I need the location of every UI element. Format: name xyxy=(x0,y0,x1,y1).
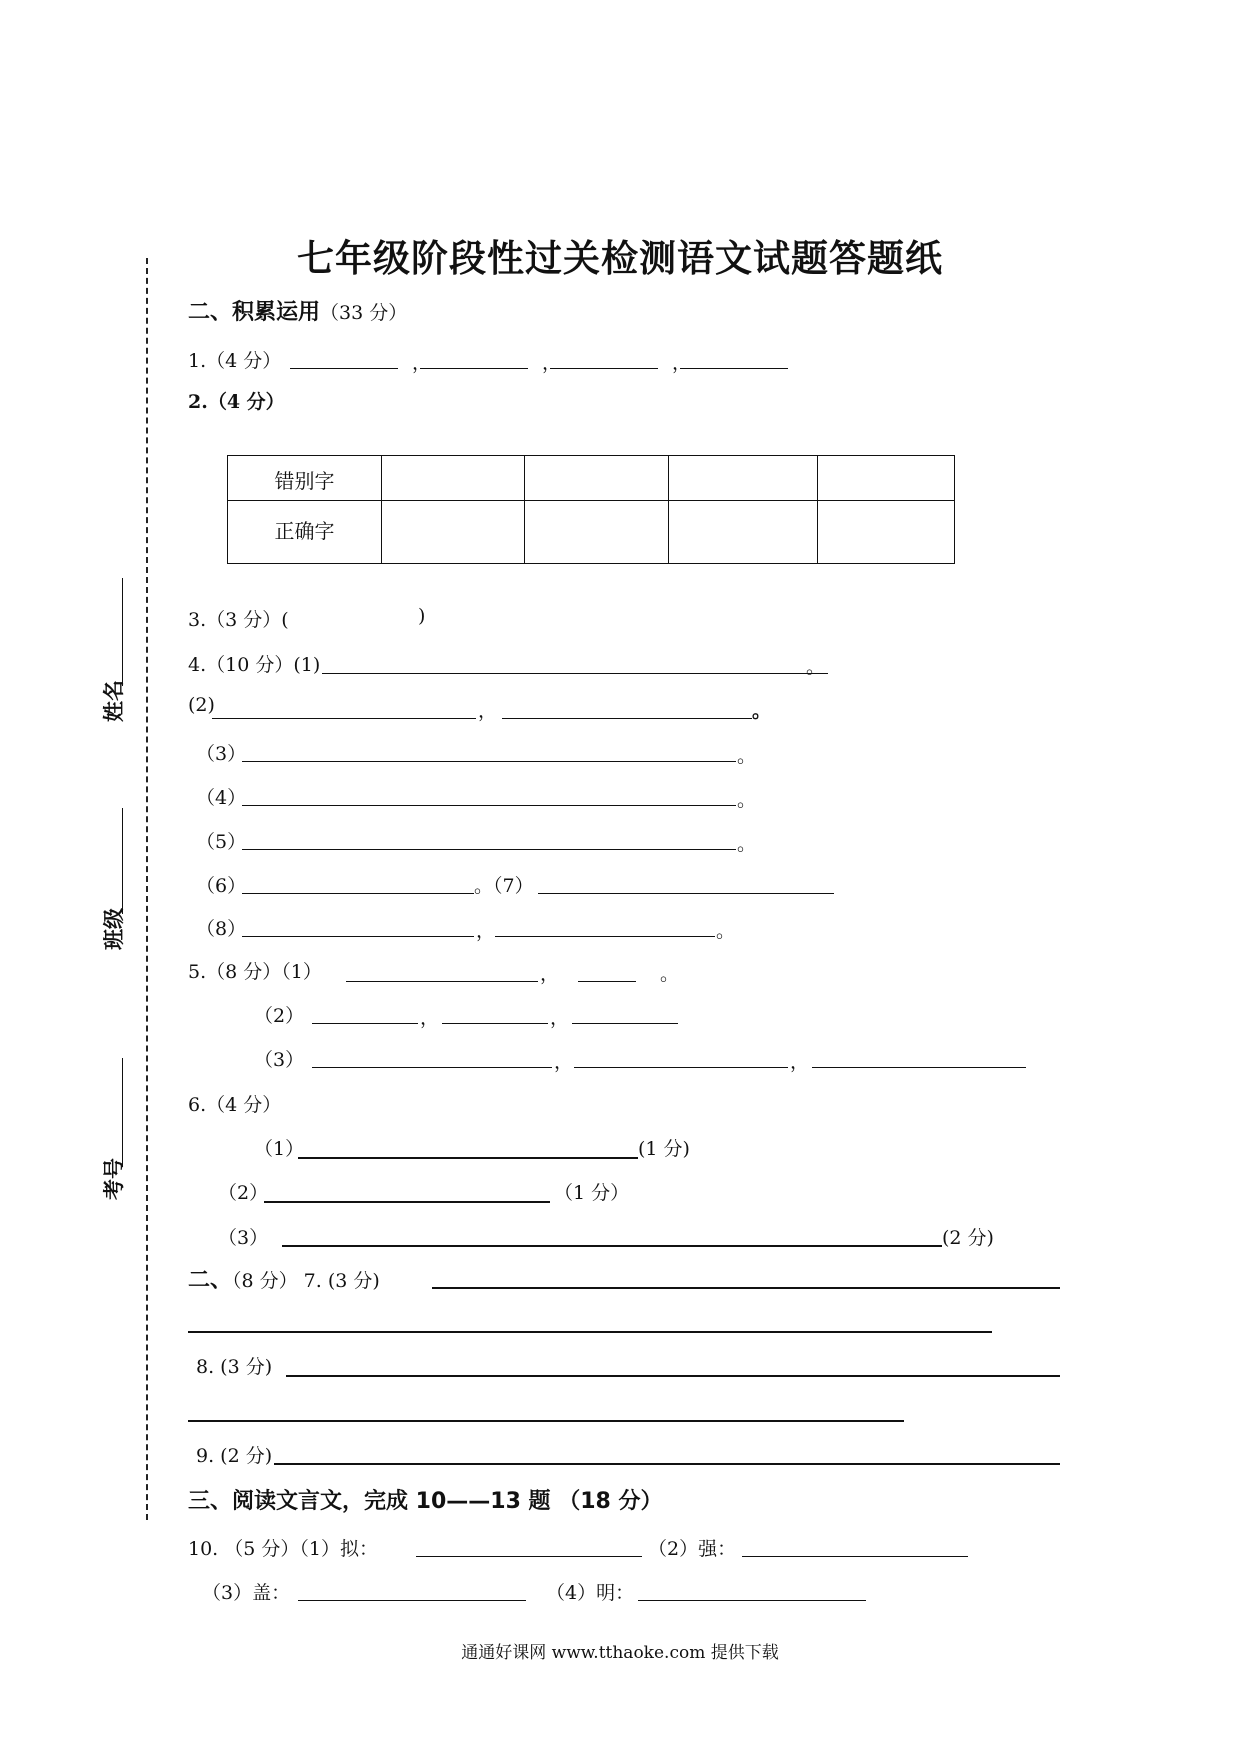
q2-cell[interactable] xyxy=(382,501,525,564)
q8-blank-1[interactable] xyxy=(286,1375,1060,1377)
q5-p3-sep: ， xyxy=(554,1051,574,1073)
q5-p3-blank-3[interactable] xyxy=(812,1067,1026,1068)
q9-label: 9. (2 分) xyxy=(196,1445,273,1467)
q2-cell[interactable] xyxy=(525,456,669,501)
q10-p2-label: （2）强： xyxy=(648,1538,737,1560)
q5-p3-label: （3） xyxy=(254,1049,305,1071)
q5-p2-blank-2[interactable] xyxy=(442,1023,548,1024)
q9-blank[interactable] xyxy=(274,1463,1060,1465)
q10-p3-blank[interactable] xyxy=(298,1600,526,1601)
q5-p2-blank-1[interactable] xyxy=(312,1023,418,1024)
q2-cell[interactable] xyxy=(525,501,669,564)
q6-p3-label: （3） xyxy=(218,1227,269,1249)
q10-p1-blank[interactable] xyxy=(416,1556,642,1557)
q4-p4-blank[interactable] xyxy=(242,805,736,806)
q5-label: 5.（8 分）（1） xyxy=(188,961,322,983)
q5-p1-sep: ， xyxy=(540,963,560,985)
q4-p6-label: （6） xyxy=(196,875,247,897)
q1-blank-4[interactable] xyxy=(680,368,788,369)
q4-end: 。 xyxy=(806,656,826,678)
q4-p2-label: (2) xyxy=(188,694,215,716)
q6-p3-points: (2 分) xyxy=(942,1227,994,1249)
q4-p3-end: 。 xyxy=(737,745,757,767)
q4-p2-blank-2[interactable] xyxy=(502,718,752,719)
q5-p3-blank-1[interactable] xyxy=(312,1067,552,1068)
q4-p5-blank[interactable] xyxy=(242,849,736,850)
q4-label: 4.（10 分）(1) xyxy=(188,654,321,676)
section-3-heading: 三、阅读文言文，完成 10——13 题 （18 分） xyxy=(188,1489,663,1514)
q6-p1-label: （1） xyxy=(254,1138,305,1160)
q1-label: 1.（4 分） xyxy=(188,350,282,372)
q1-sep: ， xyxy=(542,352,562,374)
q2-cell[interactable] xyxy=(669,456,818,501)
q5-p2-sep: ， xyxy=(550,1007,570,1029)
q2-cell[interactable] xyxy=(382,456,525,501)
q2-cell[interactable] xyxy=(669,501,818,564)
q1-blank-1[interactable] xyxy=(290,368,398,369)
q6-p2-points: （1 分） xyxy=(554,1182,630,1204)
section-heading-text: 二、积累运用 xyxy=(188,300,321,325)
q1-blank-2[interactable] xyxy=(420,368,528,369)
exam-no-label: 考号 xyxy=(102,1158,126,1200)
name-field-line[interactable] xyxy=(122,578,123,686)
q5-p1-blank-2[interactable] xyxy=(578,981,636,982)
q2-cell[interactable] xyxy=(818,501,955,564)
q4-p2-end: 。 xyxy=(752,700,772,722)
exam-no-field-line[interactable] xyxy=(122,1058,123,1166)
q10-p3-label: （3）盖： xyxy=(202,1582,291,1604)
q2-table xyxy=(227,455,955,564)
q8-blank-2[interactable] xyxy=(188,1420,904,1422)
class-field-line[interactable] xyxy=(122,808,123,914)
q7-blank-2[interactable] xyxy=(188,1331,992,1333)
class-label: 班级 xyxy=(102,908,126,950)
q5-p3-blank-2[interactable] xyxy=(574,1067,788,1068)
q4-p5-label: （5） xyxy=(196,831,247,853)
q4-p4-label: （4） xyxy=(196,787,247,809)
q4-p4-end: 。 xyxy=(737,789,757,811)
q4-p7-blank[interactable] xyxy=(538,893,834,894)
q4-p6-blank[interactable] xyxy=(242,893,474,894)
q4-p8-end: 。 xyxy=(716,920,736,942)
q4-p8-sep: ， xyxy=(476,920,496,942)
q4-p8-blank-1[interactable] xyxy=(242,936,474,937)
q1-sep: ， xyxy=(412,352,432,374)
q10-p4-label: （4）明： xyxy=(546,1582,635,1604)
section-accumulation-heading xyxy=(188,295,407,326)
q5-p2-blank-3[interactable] xyxy=(572,1023,678,1024)
q4-p8-blank-2[interactable] xyxy=(495,936,715,937)
q1-sep: ， xyxy=(672,352,692,374)
q4-p2-blank-1[interactable] xyxy=(212,718,476,719)
q3-close: ) xyxy=(418,605,426,627)
q5-p3-sep: ， xyxy=(790,1051,810,1073)
page-title: 七年级阶段性过关检测语文试题答题纸 xyxy=(297,237,943,280)
q7-blank-1[interactable] xyxy=(432,1287,1060,1289)
q2-cell[interactable] xyxy=(818,456,955,501)
q6-p1-points: (1 分) xyxy=(638,1138,690,1160)
binding-dashed-line xyxy=(146,258,148,1520)
q6-p2-blank[interactable] xyxy=(264,1201,550,1203)
q2-row-label-wrong: 错别字 xyxy=(228,456,382,501)
q1-blank-3[interactable] xyxy=(550,368,658,369)
q4-p8-label: （8） xyxy=(196,918,247,940)
name-label: 姓名 xyxy=(102,680,126,722)
q8-label: 8. (3 分) xyxy=(196,1356,273,1378)
q4-p2-sep: ， xyxy=(478,700,498,722)
q6-p2-label: （2） xyxy=(218,1182,269,1204)
q4-p3-label: （3） xyxy=(196,743,247,765)
q3-label: 3.（3 分）( xyxy=(188,609,289,631)
q4-p6-end: 。（7） xyxy=(474,875,534,897)
section-2-heading-text: 二、 xyxy=(188,1268,233,1293)
q10-p4-blank[interactable] xyxy=(638,1600,866,1601)
section-2-points: （8 分） 7. (3 分) xyxy=(232,1270,380,1292)
q6-p3-blank[interactable] xyxy=(282,1245,942,1247)
q5-p2-label: （2） xyxy=(254,1005,305,1027)
footer-text: 通通好课网 www.tthaoke.com 提供下载 xyxy=(461,1643,779,1663)
section-points: （33 分） xyxy=(320,302,408,324)
q4-blank-1[interactable] xyxy=(322,673,828,674)
q4-p3-blank[interactable] xyxy=(242,761,736,762)
q10-label: 10. （5 分）（1）拟： xyxy=(188,1538,378,1560)
q10-p2-blank[interactable] xyxy=(742,1556,968,1557)
section-2-heading xyxy=(188,1263,380,1294)
q2-label: 2.（4 分） xyxy=(188,391,285,413)
q5-p1-blank-1[interactable] xyxy=(346,981,538,982)
q4-p5-end: 。 xyxy=(737,833,757,855)
q6-p1-blank[interactable] xyxy=(298,1157,638,1159)
q6-label: 6.（4 分） xyxy=(188,1094,282,1116)
q5-p1-end: 。 xyxy=(660,963,680,985)
q5-p2-sep: ， xyxy=(420,1007,440,1029)
q2-row-label-correct: 正确字 xyxy=(228,501,382,564)
